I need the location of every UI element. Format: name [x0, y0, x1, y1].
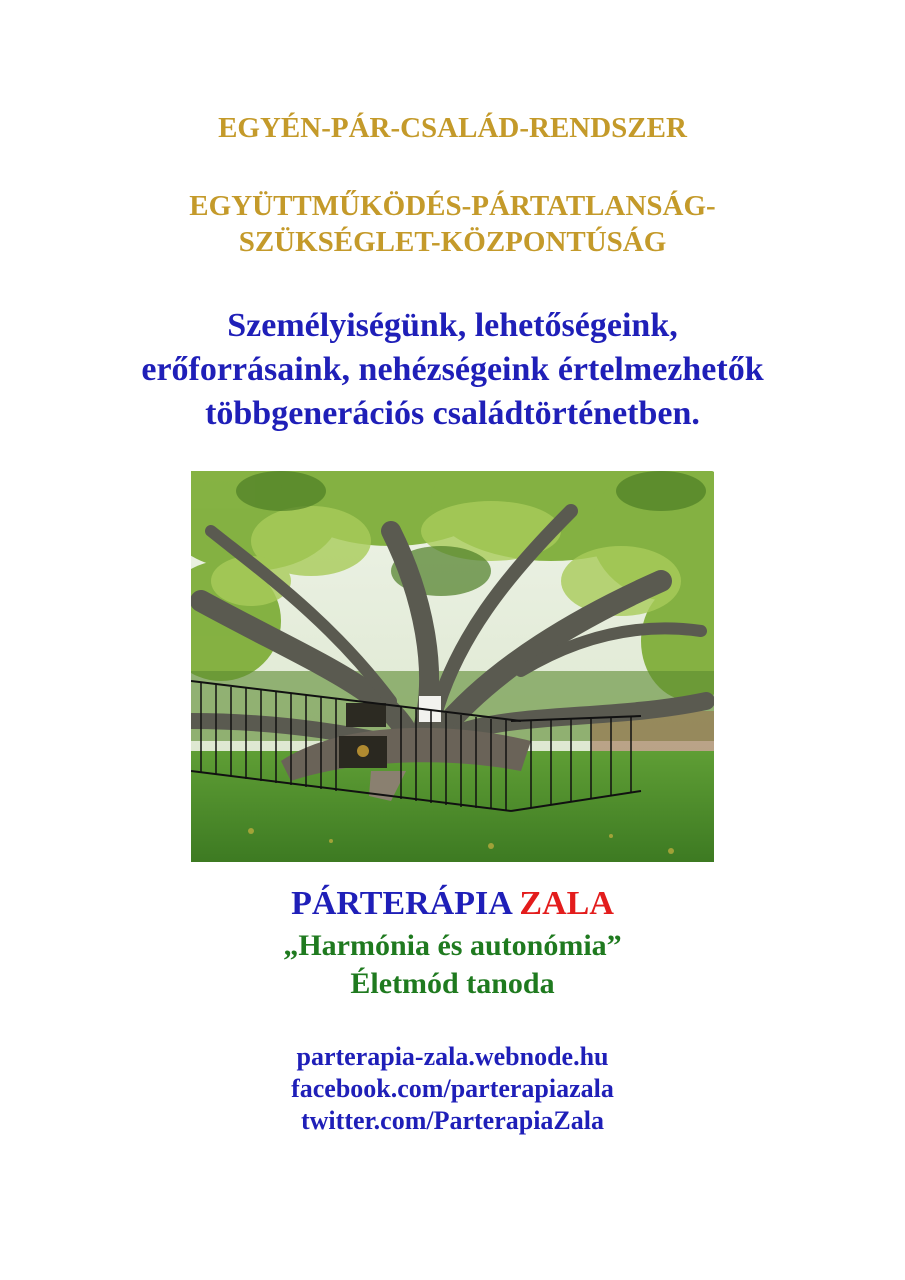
website-link[interactable]: parterapia-zala.webnode.hu: [296, 1042, 609, 1071]
facebook-link[interactable]: facebook.com/parterapiazala: [291, 1074, 614, 1103]
intro-line-1: Személyiségünk, lehetőségeink,: [227, 307, 678, 344]
twitter-link[interactable]: twitter.com/ParterapiaZala: [301, 1106, 604, 1135]
intro-line-3: többgenerációs családtörténetben.: [205, 395, 700, 432]
brand-title-part2: ZALA: [519, 885, 614, 922]
intro-line-2: erőforrásaink, nehézségeink értelmezhetők: [141, 351, 764, 388]
headline-line-2: EGYÜTTMŰKÖDÉS-PÁRTATLANSÁG-: [189, 190, 716, 222]
ancient-tree-photo: [191, 471, 714, 862]
brand-title-part1: PÁRTERÁPIA: [291, 885, 520, 922]
brand-tagline: „Harmónia és autonómia”: [283, 929, 622, 962]
headline-line-3: SZÜKSÉGLET-KÖZPONTÚSÁG: [238, 226, 667, 258]
brand-title: [0, 885, 905, 923]
headline-line-1: EGYÉN-PÁR-CSALÁD-RENDSZER: [218, 112, 687, 144]
brand-subtitle: Életmód tanoda: [350, 967, 555, 1000]
